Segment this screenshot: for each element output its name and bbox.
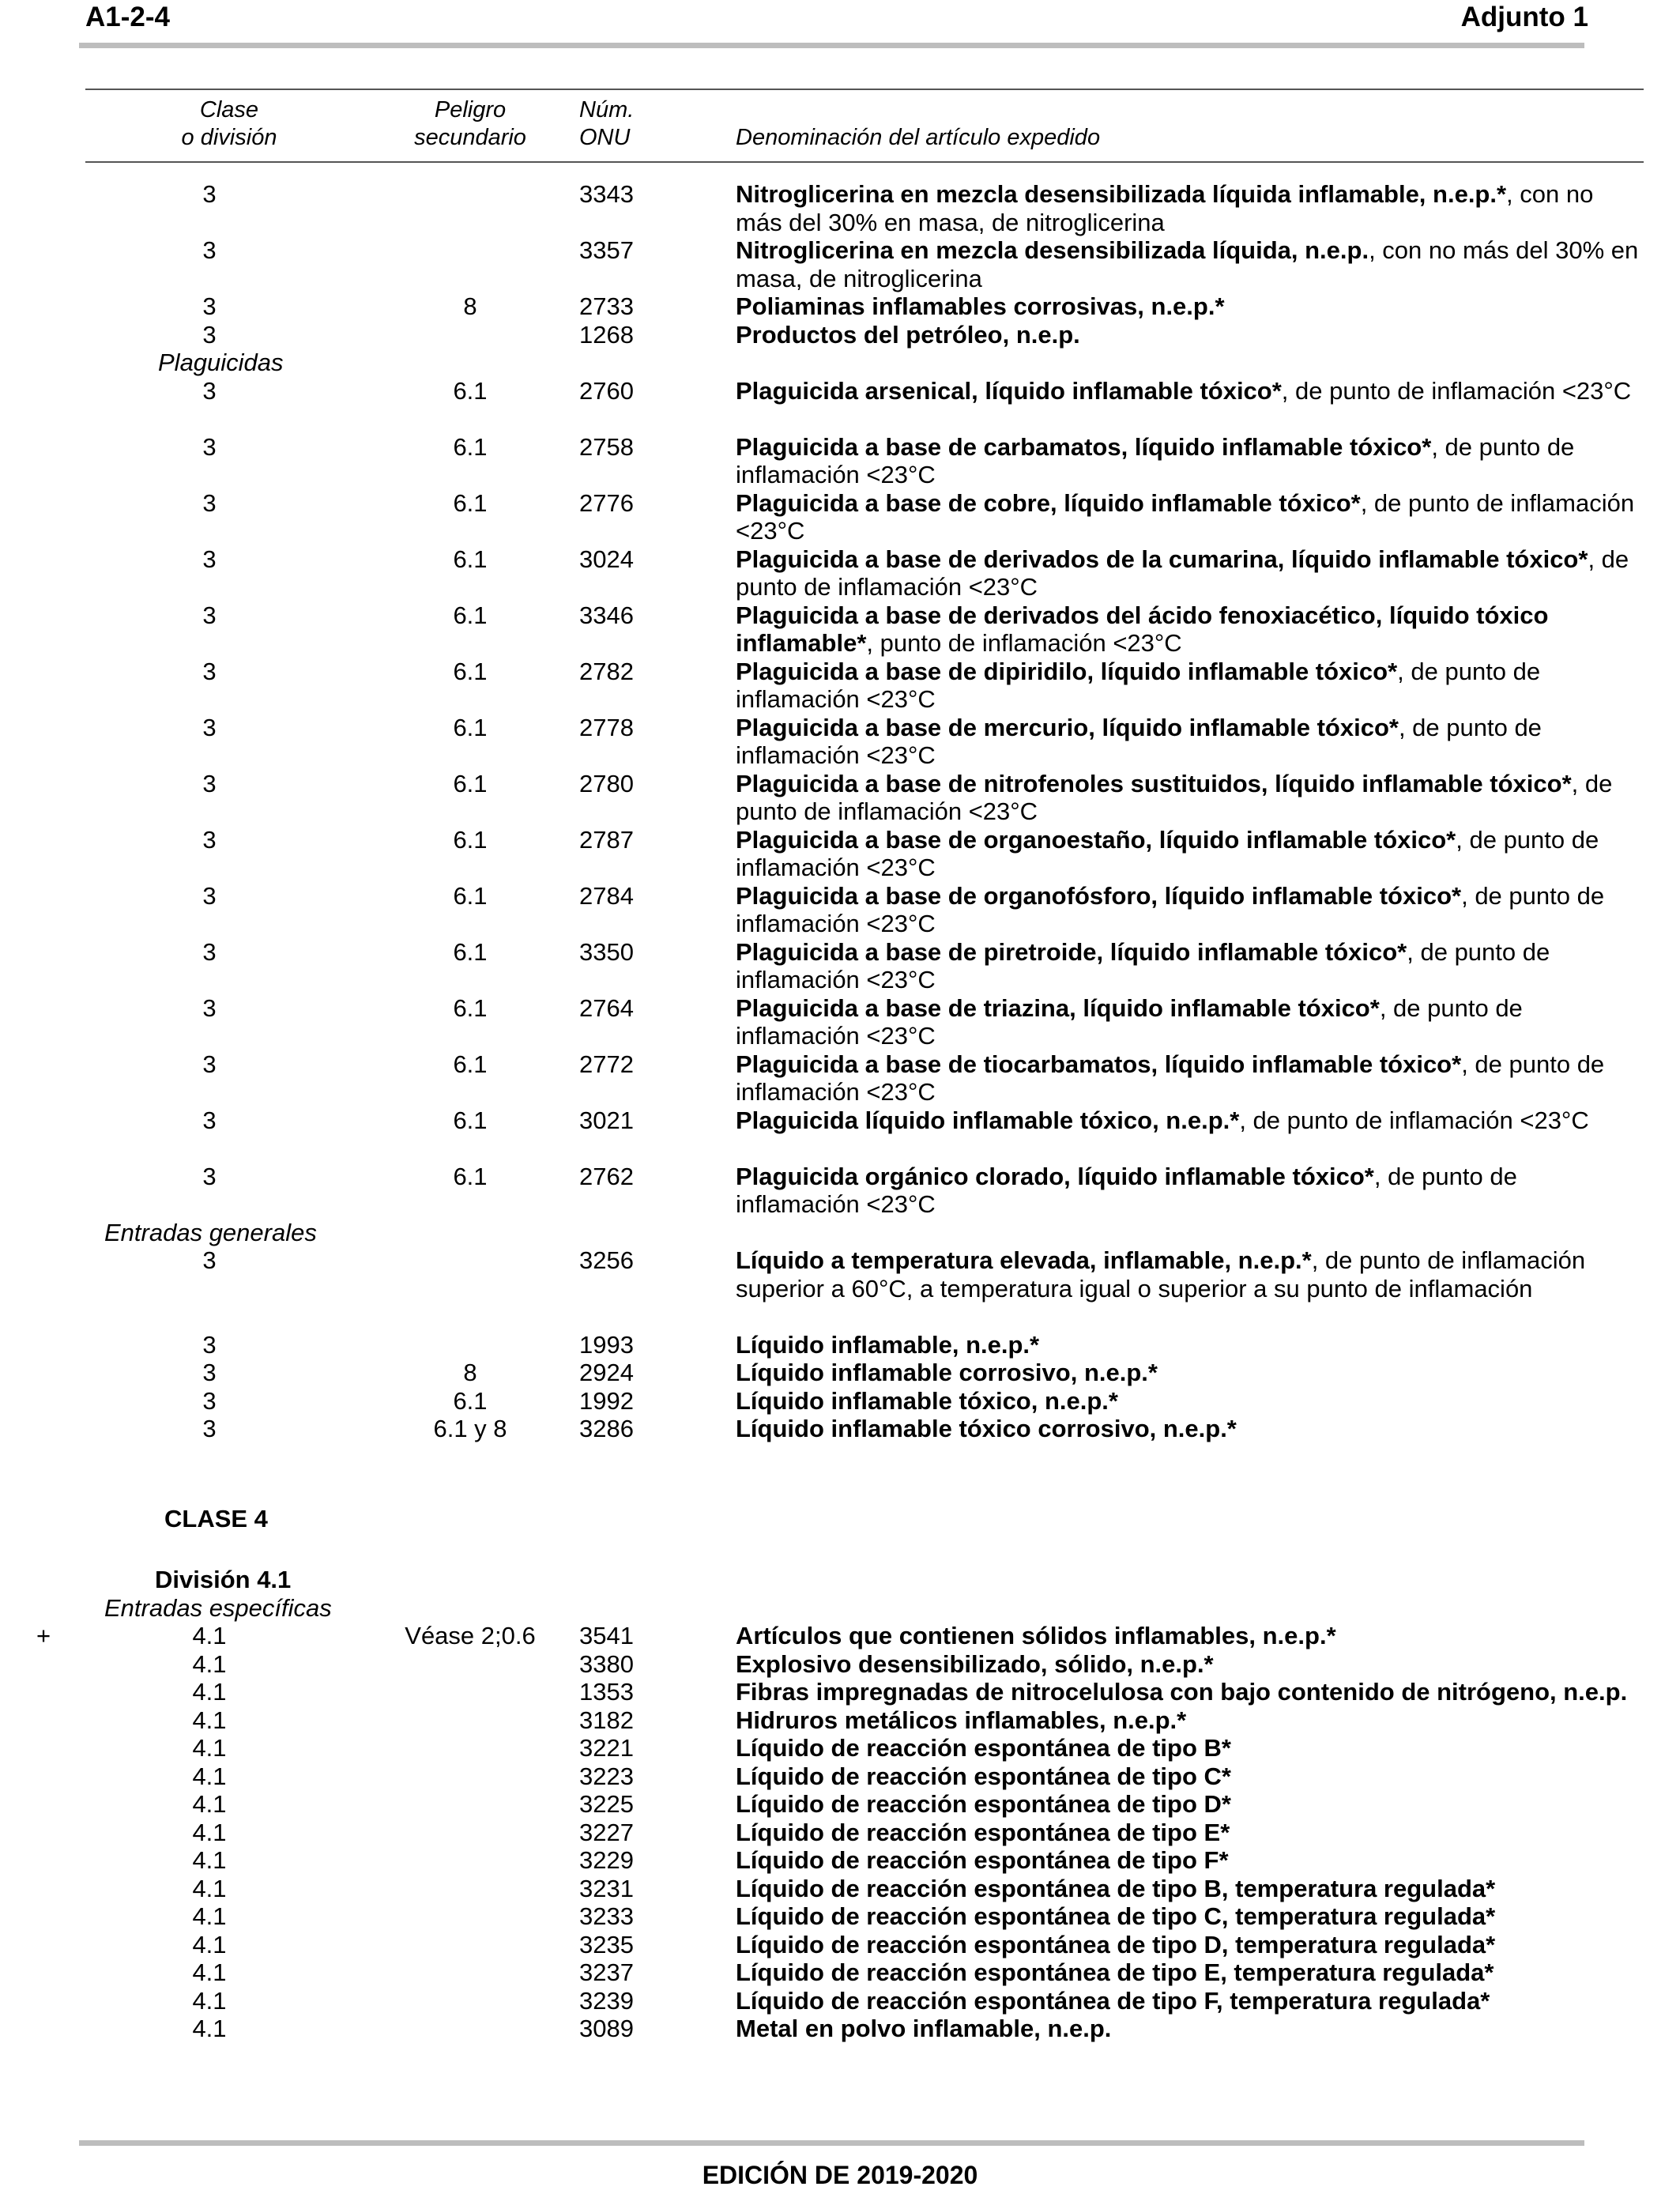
cell-clase: 4.1	[192, 2015, 227, 2042]
name-detail: , de punto de inflamación <23°C	[1281, 376, 1632, 405]
cell-num-onu: 3350	[579, 937, 634, 966]
cell-clase: 3	[202, 993, 217, 1022]
cell-denominacion	[736, 601, 1644, 658]
cell-clase: 3	[202, 937, 217, 966]
name-bold: Plaguicida a base de organofósforo, líquido inflamable tóxico*	[736, 881, 1462, 910]
cell-denominacion	[736, 292, 1644, 321]
cell-denominacion	[736, 236, 1644, 292]
cell-denominacion	[736, 377, 1644, 405]
cell-num-onu: 2782	[579, 657, 634, 685]
cell-num-onu: 3233	[579, 1902, 634, 1930]
cell-num-onu: 1268	[579, 320, 634, 349]
cell-denominacion	[736, 994, 1644, 1050]
cell-num-onu: 3182	[579, 1706, 634, 1734]
name-bold: Fibras impregnadas de nitrocelulosa con bajo contenido de nitrógeno, n.e.p.	[736, 1678, 1628, 1706]
name-bold: Líquido de reacción espontánea de tipo B, temperatura regulada*	[736, 1874, 1496, 1902]
name-bold: Plaguicida a base de carbamatos, líquido inflamable tóxico*	[736, 432, 1432, 461]
name-detail: , de punto de inflamación <23°C	[736, 769, 1613, 825]
cell-num-onu: 3286	[579, 1415, 634, 1442]
name-bold: Líquido inflamable corrosivo, n.e.p.*	[736, 1359, 1158, 1386]
cell-peligro: 6.1	[453, 432, 488, 461]
cell-num-onu: 1993	[579, 1330, 634, 1359]
cell-denominacion	[736, 826, 1644, 882]
cell-clase: 3	[202, 1415, 217, 1442]
name-bold: Plaguicida a base de organoestaño, líquido inflamable tóxico*	[736, 825, 1456, 854]
name-detail: , de punto de inflamación <23°C	[736, 713, 1542, 769]
cell-peligro: 8	[463, 1359, 477, 1386]
name-bold: Líquido de reacción espontánea de tipo E*	[736, 1818, 1230, 1846]
cell-num-onu: 3541	[579, 1622, 634, 1649]
name-detail: , con no más del 30% en masa, de nitroglicerina	[736, 236, 1639, 292]
section-subheading: Entradas específicas	[104, 1593, 332, 1622]
cell-clase: 3	[202, 1330, 217, 1359]
cell-denominacion	[736, 1331, 1644, 1359]
name-bold: Poliaminas inflamables corrosivas, n.e.p.*	[736, 292, 1225, 320]
cell-peligro: 6.1	[453, 1050, 488, 1078]
cell-clase: 4.1	[192, 1762, 227, 1790]
cell-denominacion	[736, 938, 1644, 994]
cell-denominacion	[736, 1106, 1644, 1135]
cell-num-onu: 2758	[579, 432, 634, 461]
cell-peligro: 8	[463, 292, 477, 320]
name-bold: Líquido de reacción espontánea de tipo C, temperatura regulada*	[736, 1902, 1496, 1930]
edition-footer: EDICIÓN DE 2019-2020	[702, 2161, 978, 2189]
name-detail: , de punto de inflamación <23°C	[736, 937, 1550, 993]
cell-clase: 3	[202, 432, 217, 461]
name-detail: , de punto de inflamación <23°C	[736, 881, 1605, 937]
name-detail: , de punto de inflamación <23°C	[736, 993, 1523, 1050]
name-detail: , de punto de inflamación <23°C	[736, 488, 1635, 545]
cell-num-onu: 3231	[579, 1874, 634, 1902]
cell-clase: 4.1	[192, 1958, 227, 1986]
cell-clase: 4.1	[192, 1846, 227, 1874]
cell-peligro: 6.1	[453, 1386, 488, 1415]
cell-denominacion	[736, 1762, 1644, 1791]
cell-num-onu: 2780	[579, 769, 634, 797]
name-bold: Plaguicida a base de derivados del ácido fenoxiacético, líquido tóxico inflamable*	[736, 601, 1549, 657]
column-header-num-onu: Núm. ONU	[579, 97, 635, 150]
cell-clase: 4.1	[192, 1986, 227, 2015]
page-id: A1-2-4	[85, 2, 170, 32]
cell-clase: 3	[202, 292, 217, 320]
cell-peligro: 6.1	[453, 376, 488, 405]
cell-clase: 4.1	[192, 1649, 227, 1678]
cell-num-onu: 2787	[579, 825, 634, 854]
cell-num-onu: 3227	[579, 1818, 634, 1846]
cell-clase: 3	[202, 713, 217, 741]
cell-denominacion	[736, 714, 1644, 770]
cell-peligro: 6.1	[453, 713, 488, 741]
change-marker: +	[36, 1622, 51, 1649]
name-bold: Artículos que contienen sólidos inflamables, n.e.p.*	[736, 1622, 1336, 1649]
name-bold: Plaguicida a base de nitrofenoles sustituidos, líquido inflamable tóxico*	[736, 769, 1572, 797]
cell-num-onu: 3089	[579, 2015, 634, 2042]
name-bold: Plaguicida a base de piretroide, líquido inflamable tóxico*	[736, 937, 1407, 966]
cell-clase: 3	[202, 488, 217, 517]
cell-num-onu: 3225	[579, 1790, 634, 1818]
name-detail: , punto de inflamación <23°C	[866, 629, 1182, 657]
cell-peligro: 6.1	[453, 993, 488, 1022]
cell-clase: 4.1	[192, 1734, 227, 1762]
cell-clase: 3	[202, 376, 217, 405]
division-heading: División 4.1	[155, 1566, 292, 1593]
cell-clase: 4.1	[192, 1874, 227, 1902]
cell-num-onu: 3235	[579, 1930, 634, 1958]
name-bold: Explosivo desensibilizado, sólido, n.e.p.*	[736, 1649, 1214, 1678]
name-bold: Plaguicida a base de mercurio, líquido inflamable tóxico*	[736, 713, 1399, 741]
name-bold: Productos del petróleo, n.e.p.	[736, 320, 1080, 349]
cell-denominacion	[736, 1987, 1644, 2015]
cell-peligro: Véase 2;0.6	[405, 1622, 536, 1649]
name-detail: , de punto de inflamación <23°C	[736, 432, 1575, 488]
cell-peligro: 6.1	[453, 1106, 488, 1134]
name-detail: , de punto de inflamación <23°C	[736, 1050, 1605, 1106]
cell-peligro: 6.1	[453, 937, 488, 966]
cell-clase: 3	[202, 180, 217, 208]
cell-denominacion	[736, 1650, 1644, 1679]
name-bold: Líquido inflamable tóxico, n.e.p.*	[736, 1386, 1118, 1415]
cell-denominacion	[736, 1706, 1644, 1735]
name-bold: Nitroglicerina en mezcla desensibilizada líquida, n.e.p.	[736, 236, 1369, 264]
cell-peligro: 6.1	[453, 545, 488, 573]
column-header-denominacion: Denominación del artículo expedido	[736, 125, 1101, 150]
cell-clase: 4.1	[192, 1678, 227, 1706]
cell-clase: 3	[202, 1106, 217, 1134]
cell-num-onu: 3343	[579, 180, 634, 208]
cell-denominacion	[736, 1163, 1644, 1219]
cell-clase: 3	[202, 1050, 217, 1078]
footer-rule	[79, 2140, 1584, 2146]
column-header-peligro: Peligro secundario	[414, 97, 526, 150]
cell-num-onu: 1353	[579, 1678, 634, 1706]
name-bold: Plaguicida orgánico clorado, líquido inflamable tóxico*	[736, 1162, 1374, 1190]
cell-clase: 3	[202, 236, 217, 264]
cell-clase: 3	[202, 320, 217, 349]
name-bold: Líquido a temperatura elevada, inflamable, n.e.p.*	[736, 1246, 1312, 1274]
name-bold: Líquido de reacción espontánea de tipo F*	[736, 1846, 1229, 1874]
cell-denominacion	[736, 1902, 1644, 1931]
cell-num-onu: 2760	[579, 376, 634, 405]
name-detail: , de punto de inflamación <23°C	[736, 1162, 1517, 1218]
name-bold: Plaguicida a base de derivados de la cumarina, líquido inflamable tóxico*	[736, 545, 1588, 573]
cell-num-onu: 3346	[579, 601, 634, 629]
cell-clase: 4.1	[192, 1818, 227, 1846]
cell-num-onu: 2784	[579, 881, 634, 910]
cell-num-onu: 2772	[579, 1050, 634, 1078]
name-bold: Líquido de reacción espontánea de tipo D, temperatura regulada*	[736, 1930, 1496, 1958]
attachment-label: Adjunto 1	[1460, 2, 1588, 32]
cell-clase: 3	[202, 825, 217, 854]
name-bold: Nitroglicerina en mezcla desensibilizada líquida inflamable, n.e.p.*	[736, 180, 1507, 208]
cell-denominacion	[736, 1050, 1644, 1106]
cell-peligro: 6.1	[453, 657, 488, 685]
cell-clase: 4.1	[192, 1706, 227, 1734]
cell-clase: 4.1	[192, 1930, 227, 1958]
cell-denominacion	[736, 658, 1644, 714]
cell-denominacion	[736, 1819, 1644, 1847]
cell-clase: 3	[202, 1246, 217, 1274]
cell-denominacion	[736, 1678, 1644, 1706]
name-detail: , de punto de inflamación <23°C	[736, 545, 1629, 601]
cell-peligro: 6.1	[453, 601, 488, 629]
cell-num-onu: 3229	[579, 1846, 634, 1874]
section-subheading: Plaguicidas	[158, 349, 284, 376]
cell-peligro: 6.1	[453, 769, 488, 797]
cell-peligro: 6.1 y 8	[433, 1415, 507, 1442]
cell-num-onu: 2924	[579, 1359, 634, 1386]
name-bold: Plaguicida a base de dipiridilo, líquido inflamable tóxico*	[736, 657, 1398, 685]
cell-num-onu: 3223	[579, 1762, 634, 1790]
name-bold: Plaguicida a base de tiocarbamatos, líquido inflamable tóxico*	[736, 1050, 1462, 1078]
cell-clase: 3	[202, 545, 217, 573]
cell-denominacion	[736, 489, 1644, 545]
cell-denominacion	[736, 1846, 1644, 1875]
cell-denominacion	[736, 433, 1644, 489]
cell-num-onu: 2764	[579, 993, 634, 1022]
name-bold: Líquido inflamable, n.e.p.*	[736, 1330, 1040, 1359]
name-bold: Líquido de reacción espontánea de tipo D*	[736, 1790, 1231, 1818]
cell-denominacion	[736, 1790, 1644, 1819]
cell-num-onu: 3239	[579, 1986, 634, 2015]
cell-denominacion	[736, 770, 1644, 826]
cell-clase: 4.1	[192, 1790, 227, 1818]
cell-clase: 3	[202, 601, 217, 629]
name-bold: Líquido de reacción espontánea de tipo B*	[736, 1734, 1231, 1762]
name-bold: Plaguicida a base de cobre, líquido inflamable tóxico*	[736, 488, 1361, 517]
cell-num-onu: 1992	[579, 1386, 634, 1415]
cell-num-onu: 2733	[579, 292, 634, 320]
cell-clase: 3	[202, 1162, 217, 1190]
cell-clase: 3	[202, 769, 217, 797]
cell-num-onu: 3221	[579, 1734, 634, 1762]
cell-num-onu: 3237	[579, 1958, 634, 1986]
cell-clase: 3	[202, 657, 217, 685]
cell-num-onu: 2776	[579, 488, 634, 517]
cell-peligro: 6.1	[453, 881, 488, 910]
cell-denominacion	[736, 2015, 1644, 2043]
class-heading: CLASE 4	[164, 1505, 268, 1532]
cell-num-onu: 3021	[579, 1106, 634, 1134]
cell-denominacion	[736, 1359, 1644, 1387]
name-detail: , de punto de inflamación <23°C	[736, 825, 1599, 881]
cell-denominacion	[736, 1622, 1644, 1650]
cell-denominacion	[736, 180, 1644, 236]
name-bold: Líquido de reacción espontánea de tipo C*	[736, 1762, 1231, 1790]
cell-peligro: 6.1	[453, 488, 488, 517]
cell-num-onu: 3256	[579, 1246, 634, 1274]
section-subheading: Entradas generales	[104, 1218, 317, 1246]
name-bold: Líquido inflamable tóxico corrosivo, n.e.p.*	[736, 1415, 1237, 1442]
name-bold: Plaguicida a base de triazina, líquido inflamable tóxico*	[736, 993, 1380, 1022]
cell-denominacion	[736, 1246, 1644, 1302]
cell-num-onu: 3024	[579, 545, 634, 573]
name-detail: , con no más del 30% en masa, de nitroglicerina	[736, 180, 1594, 236]
name-bold: Plaguicida líquido inflamable tóxico, n.e.p.*	[736, 1106, 1240, 1134]
cell-denominacion	[736, 1415, 1644, 1443]
name-detail: , de punto de inflamación <23°C	[1239, 1106, 1589, 1134]
cell-denominacion	[736, 545, 1644, 601]
name-bold: Metal en polvo inflamable, n.e.p.	[736, 2015, 1112, 2042]
name-bold: Plaguicida arsenical, líquido inflamable tóxico*	[736, 376, 1282, 405]
cell-clase: 4.1	[192, 1622, 227, 1649]
cell-clase: 4.1	[192, 1902, 227, 1930]
cell-denominacion	[736, 1734, 1644, 1762]
cell-num-onu: 3380	[579, 1649, 634, 1678]
name-detail: , de punto de inflamación <23°C	[736, 657, 1541, 713]
cell-clase: 3	[202, 1386, 217, 1415]
cell-num-onu: 3357	[579, 236, 634, 264]
name-bold: Líquido de reacción espontánea de tipo F, temperatura regulada*	[736, 1986, 1490, 2015]
name-bold: Líquido de reacción espontánea de tipo E, temperatura regulada*	[736, 1958, 1494, 1986]
name-bold: Hidruros metálicos inflamables, n.e.p.*	[736, 1706, 1187, 1734]
cell-denominacion	[736, 1931, 1644, 1959]
cell-peligro: 6.1	[453, 825, 488, 854]
name-detail: , de punto de inflamación superior a 60°C, a temperatura igual o superior a su punto de inflamación	[736, 1246, 1586, 1302]
cell-clase: 3	[202, 1359, 217, 1386]
cell-denominacion	[736, 321, 1644, 349]
cell-denominacion	[736, 882, 1644, 938]
column-header-clase: Clase o división	[181, 97, 277, 150]
cell-num-onu: 2778	[579, 713, 634, 741]
cell-peligro: 6.1	[453, 1162, 488, 1190]
cell-denominacion	[736, 1875, 1644, 1903]
cell-denominacion	[736, 1387, 1644, 1416]
cell-num-onu: 2762	[579, 1162, 634, 1190]
cell-denominacion	[736, 1958, 1644, 1987]
cell-clase: 3	[202, 881, 217, 910]
